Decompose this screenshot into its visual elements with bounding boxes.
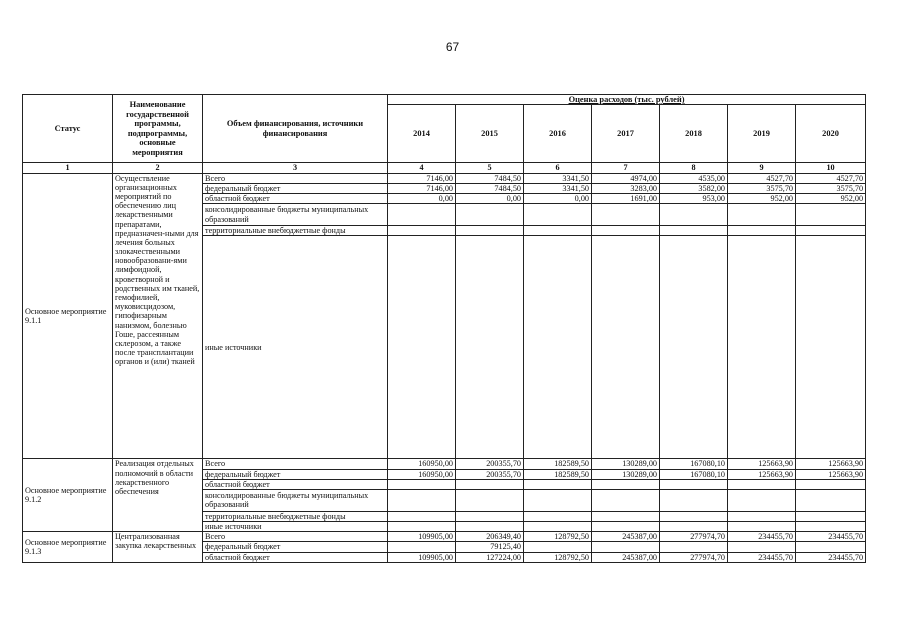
column-number: 4 bbox=[388, 163, 456, 173]
value-cell: 3575,70 bbox=[796, 183, 866, 193]
value-cell bbox=[660, 204, 728, 226]
value-cell: 3582,00 bbox=[660, 183, 728, 193]
value-cell bbox=[456, 489, 524, 511]
value-cell bbox=[796, 542, 866, 552]
value-cell bbox=[388, 511, 456, 521]
status-cell: Основное мероприятие 9.1.3 bbox=[23, 532, 113, 563]
table-row bbox=[23, 459, 866, 469]
value-cell bbox=[592, 522, 660, 532]
value-cell: 4535,00 bbox=[660, 173, 728, 183]
value-cell: 953,00 bbox=[660, 193, 728, 203]
value-cell bbox=[796, 236, 866, 459]
activity-name-cell: Централизованная закупка лекарственных bbox=[113, 532, 203, 563]
value-cell bbox=[524, 522, 592, 532]
value-cell bbox=[388, 226, 456, 236]
value-cell bbox=[660, 511, 728, 521]
value-cell bbox=[728, 204, 796, 226]
value-cell: 952,00 bbox=[796, 193, 866, 203]
value-cell: 182589,50 bbox=[524, 469, 592, 479]
value-cell: 182589,50 bbox=[524, 459, 592, 469]
value-cell: 79125,40 bbox=[456, 542, 524, 552]
funding-source-cell: иные источники bbox=[203, 236, 388, 459]
value-cell bbox=[728, 479, 796, 489]
funding-source-cell: Всего bbox=[203, 532, 388, 542]
value-cell: 245387,00 bbox=[592, 552, 660, 562]
value-cell: 3341,50 bbox=[524, 183, 592, 193]
funding-source-cell: областной бюджет bbox=[203, 479, 388, 489]
value-cell: 234455,70 bbox=[728, 532, 796, 542]
value-cell: 3575,70 bbox=[728, 183, 796, 193]
value-cell bbox=[524, 236, 592, 459]
value-cell: 125663,90 bbox=[796, 459, 866, 469]
value-cell: 1691,00 bbox=[592, 193, 660, 203]
value-cell: 128792,50 bbox=[524, 552, 592, 562]
value-cell bbox=[524, 226, 592, 236]
value-cell bbox=[524, 204, 592, 226]
value-cell: 125663,90 bbox=[728, 459, 796, 469]
value-cell bbox=[660, 226, 728, 236]
value-cell bbox=[796, 489, 866, 511]
value-cell bbox=[728, 236, 796, 459]
value-cell: 7484,50 bbox=[456, 173, 524, 183]
column-number: 1 bbox=[23, 163, 113, 173]
value-cell: 0,00 bbox=[456, 193, 524, 203]
header-status: Статус bbox=[23, 95, 113, 163]
value-cell: 4974,00 bbox=[592, 173, 660, 183]
value-cell: 130289,00 bbox=[592, 459, 660, 469]
value-cell: 3341,50 bbox=[524, 173, 592, 183]
value-cell: 160950,00 bbox=[388, 459, 456, 469]
funding-source-cell: территориальные внебюджетные фонды bbox=[203, 226, 388, 236]
value-cell: 234455,70 bbox=[796, 552, 866, 562]
value-cell: 125663,90 bbox=[796, 469, 866, 479]
funding-source-cell: консолидированные бюджеты муниципальных образований bbox=[203, 204, 388, 226]
value-cell bbox=[728, 522, 796, 532]
column-number: 9 bbox=[728, 163, 796, 173]
funding-source-cell: областной бюджет bbox=[203, 552, 388, 562]
value-cell: 167080,10 bbox=[660, 469, 728, 479]
value-cell bbox=[456, 226, 524, 236]
value-cell: 952,00 bbox=[728, 193, 796, 203]
header-year: 2014 bbox=[388, 105, 456, 163]
value-cell bbox=[388, 489, 456, 511]
value-cell: 7146,00 bbox=[388, 183, 456, 193]
header-year: 2018 bbox=[660, 105, 728, 163]
value-cell bbox=[796, 522, 866, 532]
value-cell bbox=[524, 479, 592, 489]
value-cell: 109905,00 bbox=[388, 552, 456, 562]
table-row bbox=[23, 532, 866, 542]
value-cell bbox=[728, 542, 796, 552]
budget-table bbox=[22, 94, 866, 563]
value-cell: 277974,70 bbox=[660, 552, 728, 562]
header-estimate: Оценка расходов (тыс. рублей) bbox=[388, 95, 866, 105]
funding-source-cell: федеральный бюджет bbox=[203, 183, 388, 193]
value-cell bbox=[660, 522, 728, 532]
table-body bbox=[23, 173, 866, 562]
value-cell: 245387,00 bbox=[592, 532, 660, 542]
value-cell bbox=[524, 489, 592, 511]
value-cell bbox=[456, 511, 524, 521]
value-cell bbox=[592, 204, 660, 226]
funding-source-cell: иные источники bbox=[203, 522, 388, 532]
value-cell bbox=[660, 479, 728, 489]
value-cell bbox=[456, 479, 524, 489]
value-cell bbox=[796, 226, 866, 236]
value-cell bbox=[388, 204, 456, 226]
value-cell bbox=[456, 522, 524, 532]
value-cell bbox=[592, 479, 660, 489]
value-cell bbox=[524, 542, 592, 552]
value-cell bbox=[660, 489, 728, 511]
value-cell: 0,00 bbox=[524, 193, 592, 203]
value-cell bbox=[728, 226, 796, 236]
header-year: 2016 bbox=[524, 105, 592, 163]
value-cell bbox=[660, 542, 728, 552]
value-cell bbox=[592, 226, 660, 236]
value-cell: 277974,70 bbox=[660, 532, 728, 542]
value-cell bbox=[796, 511, 866, 521]
value-cell: 109905,00 bbox=[388, 532, 456, 542]
header-name: Наименование государственной программы, подпрограммы, основные мероприятия bbox=[113, 95, 203, 163]
value-cell bbox=[592, 511, 660, 521]
status-cell: Основное мероприятие 9.1.1 bbox=[23, 173, 113, 459]
value-cell: 200355,70 bbox=[456, 459, 524, 469]
funding-source-cell: Всего bbox=[203, 173, 388, 183]
column-number: 3 bbox=[203, 163, 388, 173]
value-cell: 234455,70 bbox=[728, 552, 796, 562]
funding-source-cell: федеральный бюджет bbox=[203, 542, 388, 552]
value-cell: 128792,50 bbox=[524, 532, 592, 542]
header-year: 2017 bbox=[592, 105, 660, 163]
column-number: 10 bbox=[796, 163, 866, 173]
value-cell bbox=[592, 236, 660, 459]
value-cell bbox=[796, 479, 866, 489]
activity-name-cell: Осуществление организационных мероприятий по обеспечению лиц лекарственными препаратами, предназначен-ными для лечения больных злокачественными новообразовани-ями лимфоидной, кроветворной и родственных им тканей, гемофилией, муковисцидозом, гипофизарным нанизмом, болезнью Гоше, рассеянным склерозом, а также после трансплантации органов и (или) тканей bbox=[113, 173, 203, 459]
column-number: 2 bbox=[113, 163, 203, 173]
value-cell bbox=[524, 511, 592, 521]
column-number: 6 bbox=[524, 163, 592, 173]
funding-source-cell: консолидированные бюджеты муниципальных образований bbox=[203, 489, 388, 511]
value-cell: 3283,00 bbox=[592, 183, 660, 193]
header-year: 2015 bbox=[456, 105, 524, 163]
value-cell: 127224,00 bbox=[456, 552, 524, 562]
funding-source-cell: Всего bbox=[203, 459, 388, 469]
value-cell: 7484,50 bbox=[456, 183, 524, 193]
value-cell bbox=[456, 236, 524, 459]
header-funding: Объем финансирования, источники финансирования bbox=[203, 95, 388, 163]
column-number: 5 bbox=[456, 163, 524, 173]
value-cell bbox=[388, 522, 456, 532]
funding-source-cell: территориальные внебюджетные фонды bbox=[203, 511, 388, 521]
column-number: 7 bbox=[592, 163, 660, 173]
funding-source-cell: областной бюджет bbox=[203, 193, 388, 203]
value-cell bbox=[388, 542, 456, 552]
value-cell: 167080,10 bbox=[660, 459, 728, 469]
value-cell bbox=[796, 204, 866, 226]
value-cell: 4527,70 bbox=[796, 173, 866, 183]
status-cell: Основное мероприятие 9.1.2 bbox=[23, 459, 113, 532]
header-year: 2020 bbox=[796, 105, 866, 163]
value-cell: 160950,00 bbox=[388, 469, 456, 479]
column-number: 8 bbox=[660, 163, 728, 173]
value-cell: 130289,00 bbox=[592, 469, 660, 479]
value-cell bbox=[728, 489, 796, 511]
value-cell: 234455,70 bbox=[796, 532, 866, 542]
value-cell bbox=[456, 204, 524, 226]
value-cell bbox=[388, 479, 456, 489]
value-cell bbox=[592, 542, 660, 552]
value-cell bbox=[592, 489, 660, 511]
value-cell: 125663,90 bbox=[728, 469, 796, 479]
activity-name-cell: Реализация отдельных полномочий в области лекарственного обеспечения bbox=[113, 459, 203, 532]
table-row bbox=[23, 173, 866, 183]
value-cell: 7146,00 bbox=[388, 173, 456, 183]
value-cell: 206349,40 bbox=[456, 532, 524, 542]
value-cell bbox=[728, 511, 796, 521]
value-cell bbox=[660, 236, 728, 459]
value-cell: 200355,70 bbox=[456, 469, 524, 479]
page-number: 67 bbox=[445, 40, 460, 54]
funding-source-cell: федеральный бюджет bbox=[203, 469, 388, 479]
value-cell bbox=[388, 236, 456, 459]
header-year: 2019 bbox=[728, 105, 796, 163]
value-cell: 4527,70 bbox=[728, 173, 796, 183]
value-cell: 0,00 bbox=[388, 193, 456, 203]
